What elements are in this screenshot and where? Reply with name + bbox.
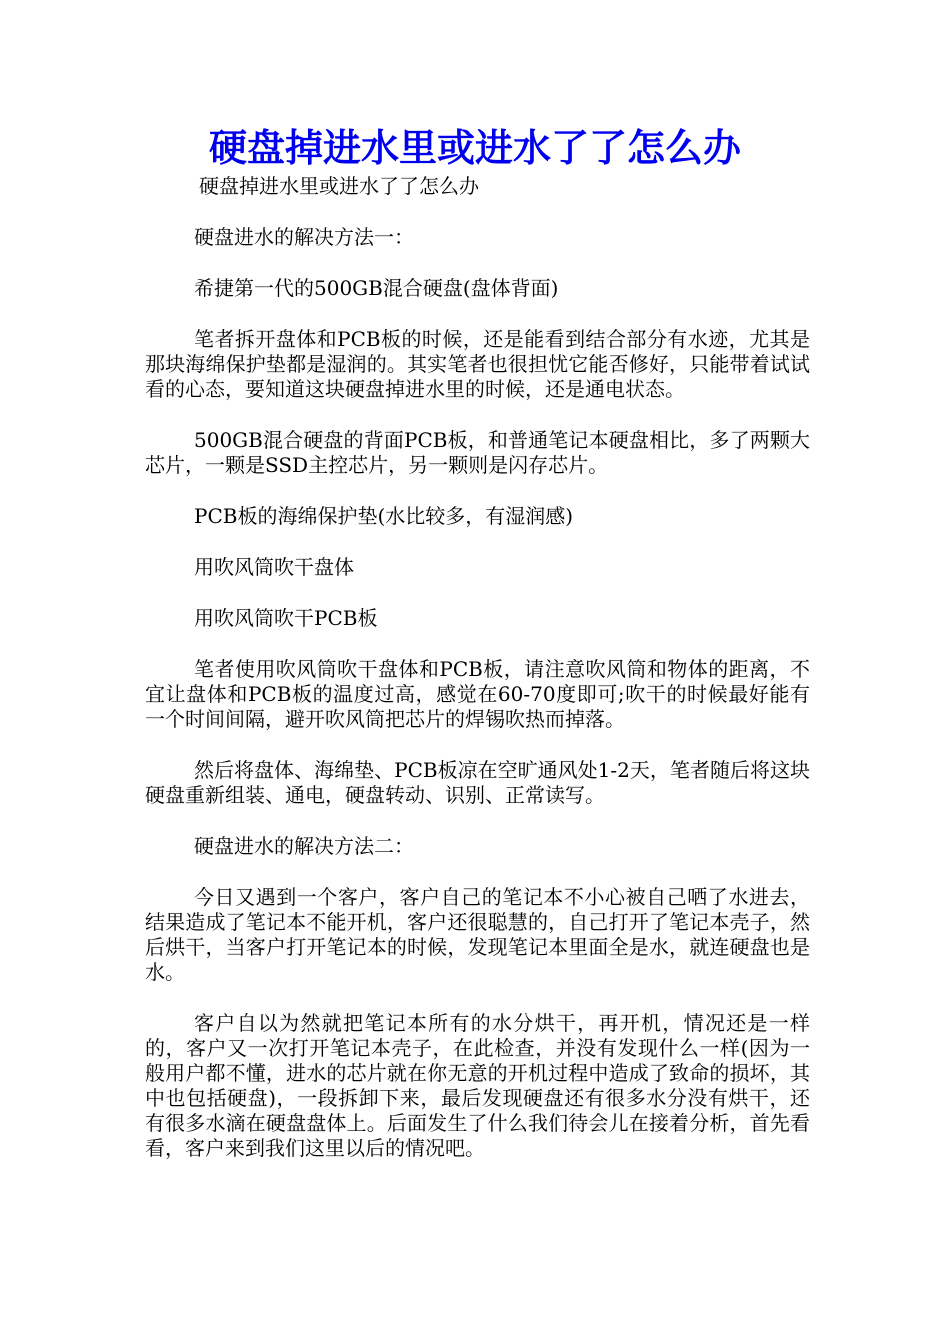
section-heading-method-one: 硬盘进水的解决方法一： — [194, 225, 414, 249]
body-paragraph: 然后将盘体、海绵垫、PCB板凉在空旷通风处1-2天，笔者随后将这块硬盘重新组装、通电，硬盘转动、识别、正常读写。 — [145, 758, 810, 807]
subtitle-paragraph: 硬盘掉进水里或进水了了怎么办 — [199, 174, 479, 198]
image-caption-hybrid-drive: 希捷第一代的500GB混合硬盘(盘体背面) — [194, 276, 559, 300]
section-heading-method-two: 硬盘进水的解决方法二： — [194, 834, 414, 858]
image-caption-sponge-pad: PCB板的海绵保护垫(水比较多，有湿润感) — [194, 504, 574, 528]
body-paragraph: 客户自以为然就把笔记本所有的水分烘干，再开机，情况还是一样的，客户又一次打开笔记本壳子，在此检查，并没有发现什么一样(因为一般用户都不懂，进水的芯片就在你无意的开机过程中造成了致命的损坏，其中也包括硬盘)，一段拆卸下来，最后发现硬盘还有很多水分没有烘干，还有很多水滴在硬盘盘体上。后面发生了什么我们待会儿在接着分析，首先看看，客户来到我们这里以后的情况吧。 — [145, 1011, 810, 1160]
image-caption-dry-pcb: 用吹风筒吹干PCB板 — [194, 606, 378, 630]
document-body — [145, 174, 810, 1187]
document-title: 硬盘掉进水里或进水了了怎么办 — [208, 125, 741, 170]
image-caption-dry-disk: 用吹风筒吹干盘体 — [194, 555, 354, 579]
body-paragraph: 笔者使用吹风筒吹干盘体和PCB板，请注意吹风筒和物体的距离，不宜让盘体和PCB板的温度过高，感觉在60-70度即可;吹干的时候最好能有一个时间间隔，避开吹风筒把芯片的焊锡吹热而掉落。 — [145, 657, 810, 731]
body-paragraph: 今日又遇到一个客户，客户自己的笔记本不小心被自己哂了水进去，结果造成了笔记本不能开机，客户还很聪慧的，自己打开了笔记本壳子，然后烘干，当客户打开笔记本的时候，发现笔记本里面全是水，就连硬盘也是水。 — [145, 885, 810, 984]
body-paragraph: 500GB混合硬盘的背面PCB板，和普通笔记本硬盘相比，多了两颗大芯片，一颗是SSD主控芯片，另一颗则是闪存芯片。 — [145, 428, 810, 477]
body-paragraph: 笔者拆开盘体和PCB板的时候，还是能看到结合部分有水迹，尤其是那块海绵保护垫都是湿润的。其实笔者也很担忧它能否修好，只能带着试试看的心态，要知道这块硬盘掉进水里的时候，还是通电状态。 — [145, 327, 810, 401]
